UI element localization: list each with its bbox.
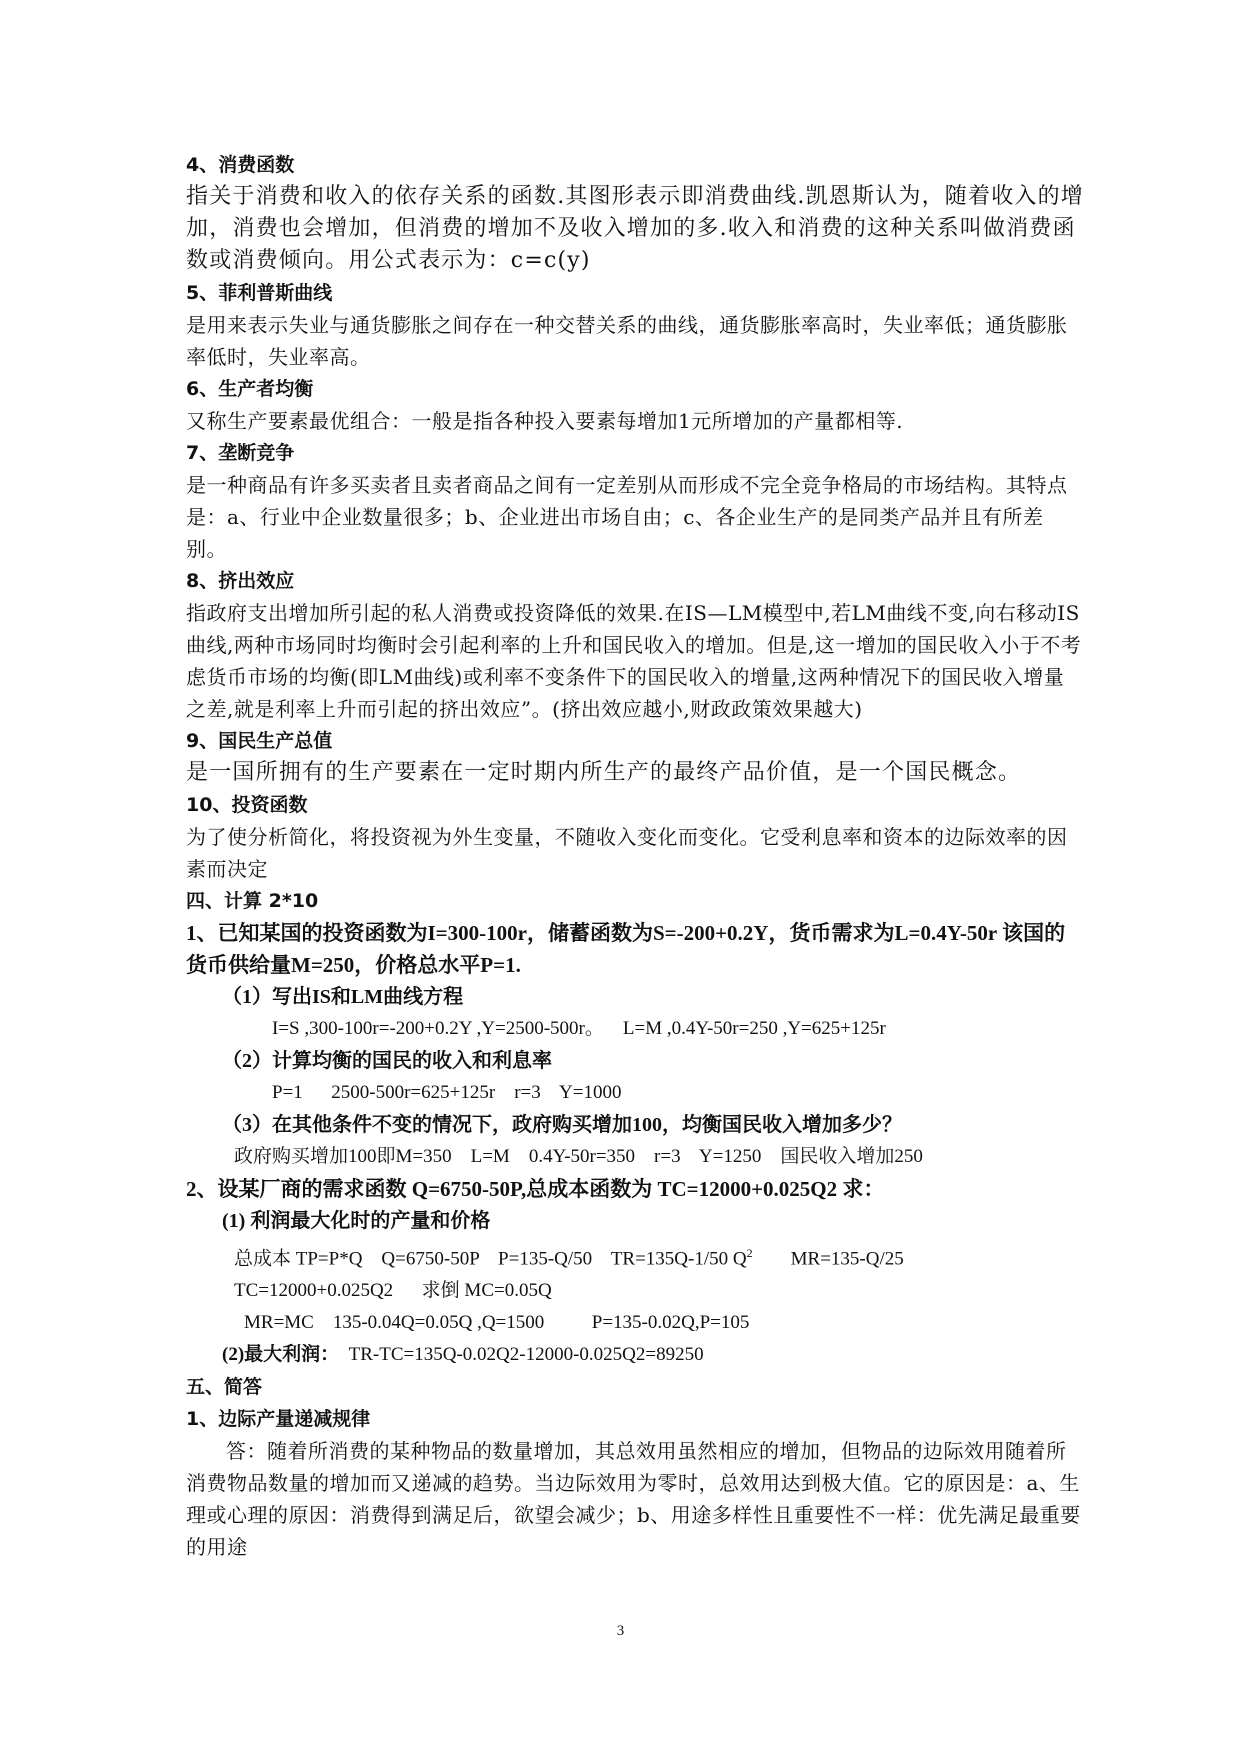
term-heading-6: 6、生产者均衡 bbox=[186, 378, 314, 400]
term-heading-4: 4、消费函数 bbox=[186, 154, 295, 176]
brief-heading-1: 1、边际产量递减规律 bbox=[186, 1408, 371, 1431]
term-text-5: 是用来表示失业与通货膨胀之间存在一种交替关系的曲线，通货膨胀率高时，失业率低；通货膨胀率低时，失业率高。 bbox=[186, 313, 1068, 369]
term-text-8: 指政府支出增加所引起的私人消费或投资降低的效果.在IS—LM模型中,若LM曲线不变,向右移动IS曲线,两种市场同时均衡时会引起利率的上升和国民收入的增加。但是,这一增加的国民收入小于不考虑货币市场的均衡(即LM曲线)或利率不变条件下的国民收入的增量,这两种情况下的国民收入增量之差,就是利率上升而引起的挤出效应”。(挤出效应越小,财政政策效果越大) bbox=[186, 601, 1082, 721]
calc-q2-part-2-value: TR-TC=135Q-0.02Q2-12000-0.025Q2=89250 bbox=[339, 1344, 704, 1366]
calc-q1-answer-3: 政府购买增加100即M=350 L=M 0.4Y-50r=350 r=3 Y=1250 国民收入增加250 bbox=[234, 1146, 923, 1167]
term-text-9: 是一国所拥有的生产要素在一定时期内所生产的最终产品价值，是一个国民概念。 bbox=[186, 760, 1022, 785]
section-heading-brief-answers: 五、简答 bbox=[186, 1376, 263, 1399]
calc-q2-answer-line-2: TC=12000+0.025Q2 求倒 MC=0.05Q bbox=[234, 1280, 552, 1302]
term-heading-5: 5、菲利普斯曲线 bbox=[186, 282, 333, 304]
calc-q2-answer-line-1-tail: MR=135-Q/25 bbox=[752, 1248, 904, 1270]
term-text-6: 又称生产要素最优组合：一般是指各种投入要素每增加1元所增加的产量都相等. bbox=[186, 409, 904, 433]
term-text-10: 为了使分析简化，将投资视为外生变量，不随收入变化而变化。它受利息率和资本的边际效率的因素而决定 bbox=[186, 825, 1068, 881]
page-number: 3 bbox=[616, 1623, 625, 1639]
calc-q2-part-1: (1) 利润最大化时的产量和价格 bbox=[222, 1210, 491, 1232]
calc-question-1: 1、已知某国的投资函数为I=300-100r，储蓄函数为S=-200+0.2Y，货币需求为L=0.4Y-50r 该国的货币供给量M=250，价格总水平P=1. bbox=[186, 921, 1066, 977]
calc-q1-part-1: （1）写出IS和LM曲线方程 bbox=[222, 986, 464, 1008]
calc-q2-answer-line-1-text: 总成本 TP=P*Q Q=6750-50P P=135-Q/50 TR=135Q-1/50 Q bbox=[234, 1248, 747, 1270]
term-text-7: 是一种商品有许多买卖者且卖者商品之间有一定差别从而形成不完全竞争格局的市场结构。其特点是：a、行业中企业数量很多；b、企业进出市场自由；c、各企业生产的是同类产品并且有所差别。 bbox=[186, 473, 1068, 561]
calc-q2-part-2-label: (2)最大利润： bbox=[222, 1344, 340, 1366]
calc-q1-answer-2: P=1 2500-500r=625+125r r=3 Y=1000 bbox=[272, 1082, 622, 1103]
term-heading-7: 7、垄断竞争 bbox=[186, 442, 295, 464]
calc-q1-part-2: （2）计算均衡的国民的收入和利息率 bbox=[222, 1050, 552, 1072]
calc-q1-answer-1: I=S ,300-100r=-200+0.2Y ,Y=2500-500r。 L=M ,0.4Y-50r=250 ,Y=625+125r bbox=[272, 1018, 886, 1039]
term-text-4: 指关于消费和收入的依存关系的函数.其图形表示即消费曲线.凯恩斯认为，随着收入的增加，消费也会增加，但消费的增加不及收入增加的多.收入和消费的这种关系叫做消费函数或消费倾向。用公式表示为：c=c(y) bbox=[186, 184, 1084, 273]
term-heading-8: 8、挤出效应 bbox=[186, 570, 295, 592]
term-heading-10: 10、投资函数 bbox=[186, 794, 308, 816]
brief-answer-1: 答：随着所消费的某种物品的数量增加，其总效用虽然相应的增加，但物品的边际效用随着所消费物品数量的增加而又递减的趋势。当边际效用为零时，总效用达到极大值。它的原因是：a、生理或心理的原因：消费得到满足后，欲望会减少；b、用途多样性且重要性不一样：优先满足最重要的用途 bbox=[186, 1439, 1081, 1560]
page-content bbox=[186, 149, 1084, 1563]
calc-q2-part-2 bbox=[186, 1339, 1084, 1371]
section-heading-calculation: 四、计算 2*10 bbox=[186, 890, 319, 912]
superscript-2: 2 bbox=[746, 1246, 753, 1260]
calc-q2-answer-line-1 bbox=[186, 1237, 1084, 1275]
calc-q2-answer-line-3: MR=MC 135-0.04Q=0.05Q ,Q=1500 P=135-0.02Q,P=105 bbox=[244, 1312, 750, 1334]
calc-question-2: 2、设某厂商的需求函数 Q=6750-50P,总成本函数为 TC=12000+0.025Q2 求： bbox=[186, 1177, 885, 1201]
term-heading-9: 9、国民生产总值 bbox=[186, 730, 333, 752]
calc-q1-part-3: （3）在其他条件不变的情况下，政府购买增加100，均衡国民收入增加多少？ bbox=[222, 1114, 902, 1136]
